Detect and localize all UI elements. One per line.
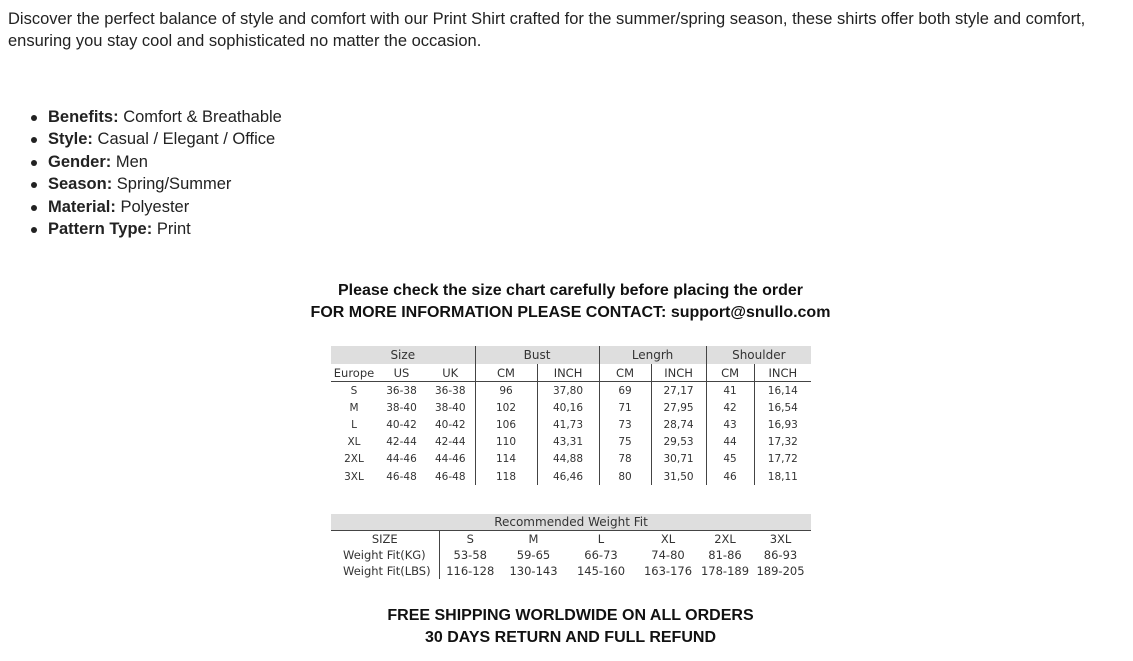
weight-row (331, 563, 811, 579)
size-chart-body (331, 382, 811, 486)
size-cell: 96 (475, 382, 537, 400)
size-chart (331, 346, 811, 485)
sub-header-cell: CM (706, 364, 754, 382)
size-cell: 18,11 (767, 470, 798, 483)
weight-cell: 116-128 (446, 564, 495, 578)
weight-cell: 178-189 (700, 564, 750, 578)
weight-cell: 86-93 (763, 548, 798, 562)
refund-notice: 30 DAYS RETURN AND FULL REFUND (425, 629, 716, 646)
size-cell: 16,93 (767, 418, 798, 431)
size-cell: 71 (599, 399, 651, 416)
size-cell: S (350, 384, 358, 397)
size-cell: 46 (706, 468, 754, 485)
weight-row-label: SIZE (331, 531, 439, 547)
sub-header-cell: US (377, 364, 426, 382)
feature-label: Benefits: (48, 108, 119, 126)
size-row (331, 451, 811, 468)
weight-chart-table (331, 531, 811, 579)
feature-value: Print (156, 220, 191, 239)
size-cell: 110 (475, 434, 537, 451)
size-cell: 40-42 (426, 416, 475, 433)
size-cell: XL (347, 436, 361, 449)
size-chart-group-header (331, 346, 811, 364)
size-cell: 28,74 (651, 416, 706, 433)
size-cell: 2XL (344, 453, 364, 466)
group-header-length: Lengrh (599, 346, 706, 364)
feature-benefits (26, 106, 282, 128)
feature-label: Material: (48, 197, 116, 216)
weight-cell: 145-160 (576, 564, 626, 578)
sub-header-cell: INCH (651, 364, 706, 382)
contact-notice: FOR MORE INFORMATION PLEASE CONTACT: support@snullo.com (310, 304, 831, 321)
size-cell: 3XL (344, 470, 364, 483)
description-line-2: ensuring you stay cool and sophisticated no matter the occasion. (8, 32, 482, 50)
size-cell: 75 (599, 434, 651, 451)
size-row (331, 399, 811, 416)
sub-header-cell: INCH (754, 364, 811, 382)
feature-value: Spring/Summer (116, 175, 232, 194)
size-cell: 46-48 (386, 470, 417, 483)
size-cell: 106 (475, 416, 537, 433)
weight-cell: 66-73 (584, 548, 618, 562)
size-cell: 43 (706, 416, 754, 433)
weight-header-row (331, 531, 811, 547)
feature-list (26, 106, 282, 240)
weight-cell: S (466, 532, 474, 546)
size-chart-notice: Please check the size chart carefully before placing the order (337, 282, 804, 299)
weight-cell: 130-143 (509, 564, 558, 578)
group-header-size: Size (331, 346, 475, 364)
shipping-notice: FREE SHIPPING WORLDWIDE ON ALL ORDERS (387, 607, 754, 624)
size-cell: 17,32 (767, 436, 798, 449)
size-cell: 41 (706, 382, 754, 400)
size-row (331, 468, 811, 485)
weight-cell: 81-86 (708, 548, 742, 562)
size-cell: 38-40 (386, 401, 417, 414)
size-cell: 40,16 (537, 399, 599, 416)
size-cell: 46-48 (426, 468, 475, 485)
size-cell: 46,46 (537, 468, 599, 485)
size-cell: 17,72 (767, 453, 798, 466)
sub-header-cell: CM (599, 364, 651, 382)
weight-row-label: Weight Fit(KG) (331, 547, 439, 563)
weight-row (331, 547, 811, 563)
sub-header-cell: INCH (537, 364, 599, 382)
size-cell: 36-38 (426, 382, 475, 400)
weight-chart-title: Recommended Weight Fit (331, 514, 811, 531)
weight-cell: M (528, 532, 539, 546)
product-description (8, 8, 1123, 52)
size-cell: 36-38 (386, 384, 417, 397)
size-row (331, 434, 811, 451)
weight-cell: XL (660, 532, 676, 546)
feature-label: Style: (48, 130, 93, 149)
size-row (331, 416, 811, 433)
size-cell: 80 (599, 468, 651, 485)
size-cell: 27,95 (651, 399, 706, 416)
size-cell: 44-46 (426, 451, 475, 468)
weight-chart (331, 514, 811, 579)
size-row (331, 382, 811, 400)
size-cell: 42-44 (426, 434, 475, 451)
weight-chart-body (331, 531, 811, 579)
size-cell: 38-40 (426, 399, 475, 416)
weight-cell: 189-205 (756, 564, 805, 578)
size-cell: 16,14 (767, 384, 798, 397)
description-line-1: Discover the perfect balance of style and comfort with our Print Shirt crafted for the summer/spring season, these shirts offer both style and comfort, (8, 10, 1086, 28)
feature-label: Pattern Type: (48, 220, 153, 239)
size-chart-sub-header (331, 364, 811, 382)
size-cell: 114 (475, 451, 537, 468)
feature-material (26, 196, 282, 218)
feature-label: Gender: (48, 152, 112, 171)
weight-cell: 59-65 (516, 548, 551, 562)
size-cell: 27,17 (651, 382, 706, 400)
size-cell: 42 (706, 399, 754, 416)
feature-label: Season: (48, 175, 113, 194)
feature-value: Men (115, 152, 148, 171)
size-cell: L (351, 418, 357, 431)
size-cell: 45 (706, 451, 754, 468)
size-cell: 30,71 (651, 451, 706, 468)
weight-cell: L (597, 532, 605, 546)
feature-value: Comfort & Breathable (123, 108, 282, 126)
size-cell: 41,73 (537, 416, 599, 433)
feature-pattern-type (26, 218, 282, 240)
size-cell: 44 (706, 434, 754, 451)
sub-header-cell: Europe (331, 364, 377, 382)
weight-cell: 74-80 (651, 548, 685, 562)
group-header-shoulder: Shoulder (706, 346, 811, 364)
weight-cell: 2XL (714, 532, 736, 546)
weight-cell: 163-176 (643, 564, 693, 578)
feature-value: Polyester (120, 197, 190, 216)
size-cell: 43,31 (537, 434, 599, 451)
size-cell: 44,88 (537, 451, 599, 468)
feature-value: Casual / Elegant / Office (97, 130, 276, 149)
size-cell: 73 (599, 416, 651, 433)
size-cell: 102 (475, 399, 537, 416)
size-cell: 44-46 (386, 453, 417, 466)
weight-cell: 53-58 (453, 548, 487, 562)
size-cell: 42-44 (386, 436, 417, 449)
size-cell: 40-42 (386, 418, 417, 431)
size-cell: 69 (599, 382, 651, 400)
size-chart-table (331, 346, 811, 485)
size-cell: M (349, 401, 359, 414)
size-cell: 29,53 (651, 434, 706, 451)
size-cell: 31,50 (651, 468, 706, 485)
weight-cell: 3XL (769, 532, 792, 546)
size-cell: 118 (475, 468, 537, 485)
size-cell: 16,54 (767, 401, 798, 414)
size-cell: 37,80 (537, 382, 599, 400)
sub-header-cell: UK (426, 364, 475, 382)
group-header-bust: Bust (475, 346, 599, 364)
sub-header-cell: CM (475, 364, 537, 382)
weight-row-label: Weight Fit(LBS) (331, 563, 439, 579)
size-cell: 78 (599, 451, 651, 468)
feature-gender (26, 151, 282, 173)
feature-season (26, 173, 282, 195)
feature-style (26, 128, 282, 150)
